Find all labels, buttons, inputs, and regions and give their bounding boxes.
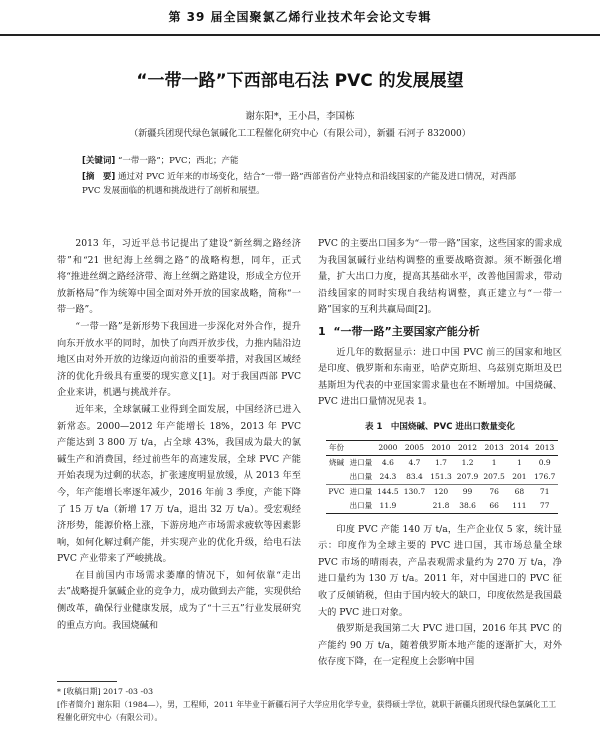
table-header-cell: 2000 [378, 442, 398, 452]
table-cell: 4.6 [381, 457, 394, 467]
table-header-cell: 2010 [431, 442, 451, 452]
table-cell: 21.8 [432, 500, 450, 510]
table-header-row [326, 440, 558, 455]
table-header-cell: 2014 [509, 442, 529, 452]
section-heading [318, 324, 562, 341]
table-cell: 1 [516, 457, 522, 467]
abstract-text: 通过对 PVC 近年来的市场变化，结合“一带一路”西部省份产业特点和沿线国家的产能及进口情况，对西部 PVC 发展面临的机遇和挑战进行了剖析和展望。 [82, 172, 516, 196]
table-header-cell: 2013 [484, 442, 504, 452]
body-paragraph: 近年来，全球氯碱工业得到全面发展，中国经济已进入新常态。2000—2012 年产能增长 18%，2013 年 PVC 产能达到 3 800 万 t/a，占全球 43%，我国成为最大的氯碱生产和消费国，经过前些年的高速发展，全球 PVC 产能开始表现为过剩的状态，扩张速度明显放缓，从 2013 年至今，年产能增长率逐年减少，2016 年前 3 季度，产能下降了 15 万 t/a（新增 17 万 t/a，退出 32 万 t/a）。受宏观经济形势，能源价格上涨，下游房地产市场需求疲软等因素影响，如何化解过剩产能，并实现产业的优化升级，给电石法 PVC 产业带来了严峻挑战。 [57, 403, 301, 565]
table-cell: 111 [512, 500, 527, 510]
running-header-band [0, 0, 600, 36]
keywords-label: [关键词] [82, 156, 116, 166]
table-row [326, 484, 558, 499]
table-cell: 201 [507, 470, 531, 485]
body-paragraph: 印度 PVC 产能 140 万 t/a，生产企业仅 5 家，统计显示：印度作为全球主要的 PVC 进口国，其市场总量全球 PVC 市场的晴雨表，产品表观需求量约为 270 万 t/a，净进口量约为 130 万 t/a。2011 年，对中国进口的 PVC 征收了反倾销税，但由于国内较大的缺口，印度依然是我国最大的 PVC 进口对象。 [318, 523, 562, 618]
author-bio: [作者简介] 谢东阳（1984—），男，工程师，2011 年毕业于新疆石河子大学应用化学专业，获得硕士学位，就职于新疆兵团现代绿色氯碱化工工程催化研究中心（有限公司）。 [57, 700, 557, 722]
paper-title: “一带一路”下西部电石法 PVC 的发展展望 [136, 71, 464, 91]
author-affiliation: （新疆兵团现代绿色氯碱化工工程催化研究中心（有限公司），新疆 石河子 832000） [129, 129, 471, 139]
table-cell: 烧碱 [329, 457, 345, 467]
right-column [318, 236, 562, 671]
table-cell: 24.3 [375, 470, 402, 485]
abstract-label: [摘 要] [82, 172, 116, 182]
left-column [57, 236, 301, 634]
table-cell: 进口量 [349, 486, 373, 496]
section-number: 1 [318, 324, 326, 338]
body-paragraph: “一带一路”是新形势下我国进一步深化对外合作，提升向东开放水平的同时，加快了向西开放步伐，力推内陆沿边地区由对外开放的边缘迈向前沿的重要举措，对我国区域经济的优化升级具有重要的现实意义[1]。对于我国西部 PVC 企业来讲，机遇与挑战并存。 [57, 320, 301, 399]
table-cell: 71 [539, 486, 550, 496]
table-cell: 1.2 [461, 457, 474, 467]
table-cell [326, 499, 347, 514]
table-cell: PVC [328, 486, 345, 496]
running-header: 第 39 届全国聚氯乙烯行业技术年会论文专辑 [168, 10, 432, 24]
table-cell: 66 [489, 500, 499, 510]
author-list: 谢东阳*，王小昌，李国栋 [245, 111, 355, 122]
body-paragraph: PVC 的主要出口国多为“一带一路”国家，这些国家的需求成为我国氯碱行业结构调整的重要战略资源。须不断强化增量，扩大出口力度，提高其基础水平，改善他国需求，带动沿线国家的同时实现自我结构调整，真正建立与“一带一路”国家的互利共赢局面[2]。 [318, 238, 562, 316]
section-title: “一带一路”主要国家产能分析 [333, 324, 480, 338]
footnotes [57, 685, 560, 724]
table-caption [318, 419, 562, 436]
table-cell: 77 [539, 500, 550, 510]
abstract-block [82, 170, 530, 198]
table-cell: 120 [433, 486, 449, 496]
table-caption-text: 表 1 中国烧碱、PVC 进出口数量变化 [365, 421, 515, 432]
import-export-table [326, 440, 558, 514]
table-cell: 11.9 [379, 500, 397, 510]
received-date: * [收稿日期] 2017 -03 -03 [57, 687, 154, 696]
table-cell: 1 [491, 457, 497, 467]
table-cell: 出口量 [349, 500, 373, 510]
body-paragraph: 2013 年，习近平总书记提出了建设“新丝绸之路经济带”和“21 世纪海上丝绸之路”的战略构想，同年，正式将“推进丝绸之路经济带、海上丝绸之路建设，形成全方位开放新格局”作为统筹中国全面对外开放的国家战略，简称“一带一路”。 [57, 238, 301, 316]
table-header-cell: 2012 [457, 442, 478, 452]
keywords-text: “一带一路”；PVC；西北；产能 [117, 156, 239, 166]
table-cell: 76 [489, 486, 499, 496]
footnote-divider [57, 681, 117, 682]
table-header-cell [347, 440, 375, 455]
table-cell: 207.5 [481, 470, 508, 485]
body-paragraph: 近几年的数据显示：进口中国 PVC 前三的国家和地区是印度、俄罗斯和东南亚，哈萨克斯坦、乌兹别克斯坦及巴基斯坦为代表的中亚国家需求量也在不断增加。中国烧碱、PVC 进出口量情况见表 1。 [318, 346, 562, 408]
table-cell: 38.6 [459, 500, 476, 510]
table-header-cell: 年份 [329, 442, 345, 452]
body-paragraph: 在目前国内市场需求萎靡的情况下，如何依靠“走出去”战略提升氯碱企业的竞争力，成功做到去产能，实现供给侧改革，确保行业健康发展，成为了“十三五”行业发展研究的重点方向。我国烧碱和 [57, 569, 301, 631]
table-cell: 144.5 [377, 486, 399, 496]
table-cell: 130.7 [403, 486, 426, 496]
table-row [326, 470, 558, 485]
body-paragraph: 俄罗斯是我国第二大 PVC 进口国，2016 年其 PVC 的产能约 90 万 t/a，随着俄罗斯本地产能的逐渐扩大，对外依存度下降，在一定程度上会影响中国 [318, 623, 562, 668]
table-cell [401, 499, 428, 514]
table-cell: 1.7 [435, 457, 447, 467]
table-cell: 0.9 [538, 457, 551, 467]
table-cell: 4.7 [408, 457, 421, 467]
table-header-cell: 2013 [535, 442, 555, 452]
keywords-block [82, 154, 530, 168]
table-cell: 68 [514, 486, 525, 496]
table-cell: 151.3 [428, 470, 455, 485]
table-cell: 176.7 [531, 470, 558, 485]
table-cell [326, 470, 347, 485]
table-row [326, 455, 558, 470]
table-header-cell: 2005 [404, 442, 424, 452]
table-cell: 99 [462, 486, 473, 496]
table-cell: 83.4 [401, 470, 428, 485]
table-cell: 出口量 [347, 470, 375, 485]
table-row [326, 499, 558, 514]
table-cell: 进口量 [349, 457, 373, 467]
table-cell: 207.9 [454, 470, 481, 485]
